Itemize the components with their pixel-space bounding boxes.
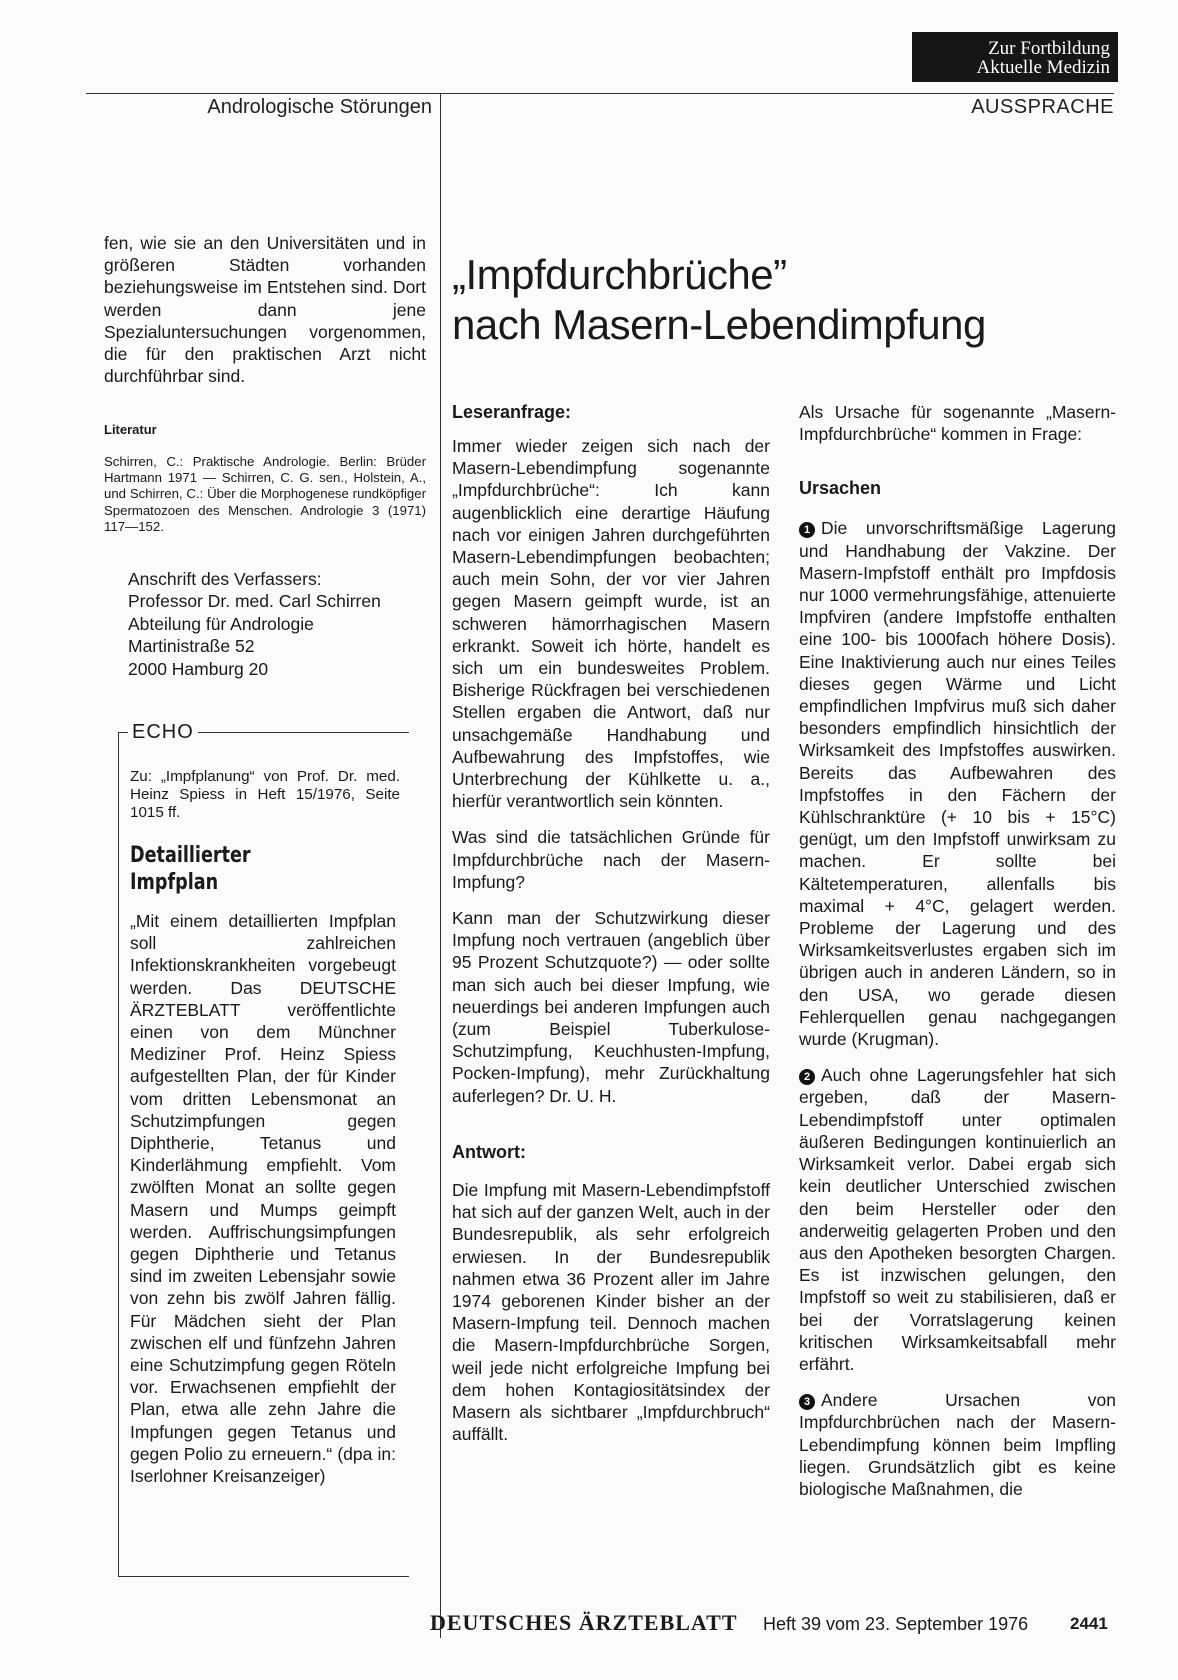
cause-text: Auch ohne Lagerungsfehler hat sich ergeben, daß der Masern-Lebendimpfstoff unter optimalen äußeren Bedingungen kontinuierlich an Wirksamkeit verlor. Dabei ergab sich kein deutlicher Unterschied zwischen den beim Hersteller oder den anderweitig gelagerten Proben und den aus den Apotheken besorgten Chargen. Es ist inzwischen gelungen, den Impfstoff so weit zu stabilisieren, daß er bei der Vorratslagerung keinen kritischen Wirksamkeitsabfall mehr erfährt.: [799, 1065, 1116, 1374]
author-address: [128, 568, 428, 680]
section-badge: [912, 32, 1118, 82]
echo-reference: Zu: „Impfplanung“ von Prof. Dr. med. Heinz Spiess in Heft 15/1976, Seite 1015 ff.: [130, 768, 400, 821]
number-1-icon: 1: [799, 522, 815, 538]
cause-paragraph: [799, 1389, 1116, 1500]
left-column: [104, 232, 426, 387]
echo-label: ECHO: [128, 721, 198, 743]
causes-intro: Als Ursache für sogenannte „Masern-Impfdurchbrüche“ kommen in Frage:: [799, 402, 1116, 445]
literature-text: Schirren, C.: Praktische Andrologie. Berlin: Brüder Hartmann 1971 — Schirren, C. G. sen., Holstein, A., und Schirren, C.: Über die Morphogenese rundköpfiger Spermatozoen des Menschen. Andrologie 3 (1971) 117—152.: [104, 454, 426, 534]
cause-paragraph: [799, 1064, 1116, 1375]
answer-paragraph: Die Impfung mit Masern-Lebendimpfstoff hat sich auf der ganzen Welt, auch in der Bundesrepublik, als sehr erfolgreich erwiesen. In der Bundesrepublik nahmen etwa 36 Prozent aller im Jahre 1974 geborenen Kinder bisher an der Masern-Impfung teil. Dennoch machen die Masern-Impfdurchbrüche Sorgen, weil jede nicht erfolgreiche Impfung bei dem hohen Kontagiositätsindex der Masern als sichtbarer „Impfdurchbruch“ auffällt.: [452, 1179, 770, 1445]
running-head-right: AUSSPRACHE: [971, 96, 1114, 118]
echo-title-line-2: Impfplan: [130, 870, 219, 895]
address-line: Professor Dr. med. Carl Schirren: [128, 591, 381, 612]
number-3-icon: 3: [799, 1394, 815, 1410]
right-column: [799, 401, 1116, 1500]
address-line: Anschrift des Verfassers:: [128, 569, 322, 589]
cause-text: Die unvorschriftsmäßige Lagerung und Handhabung der Vakzine. Der Masern-Impfstoff enthält pro Impfdosis nur 1000 vermehrungsfähige, attenuierte Impfviren (andere Impfstoffe enthalten eine 100- bis 1000fach höhere Dosis). Eine Inaktivierung auch nur eines Teiles dieses gegen Wärme und Licht empfindlichen Impfvirus muß sich daher besonders empfindlich hinsichtlich der Wirksamkeit des Impfstoffes auswirken. Bereits das Aufbewahren des Impfstoffes in den Fächern der Kühlschranktüre (+ 10 bis + 15°C) genügt, um den Impfstoff unwirksam zu machen. Er sollte bei Kältetemperaturen, allenfalls bis maximal + 4°C, gelagert werden. Probleme der Lagerung und des Wirksamkeitsverlustes ergaben sich im übrigen auch in anderen Ländern, so in den USA, wo gerade diesen Fehlerquellen genau nachgegangen wurde (Krugman).: [799, 518, 1116, 1050]
answer-heading: Antwort:: [452, 1141, 526, 1162]
echo-title-line-1: Detaillierter: [130, 843, 251, 868]
literature-title: Literatur: [104, 422, 157, 437]
badge-line-2: Aktuelle Medizin: [976, 57, 1110, 78]
echo-title: [130, 842, 346, 896]
article-title-line-1: „Impfdurchbrüche”: [452, 251, 787, 298]
badge-line-1: Zur Fortbildung: [988, 38, 1110, 59]
reader-question-paragraph: Was sind die tatsächlichen Gründe für Impfdurchbrüche nach der Masern-Impfung?: [452, 827, 770, 892]
cause-paragraph: [799, 517, 1116, 1050]
header-rule: [86, 93, 1114, 94]
echo-text: „Mit einem detaillierten Impfplan soll zahlreichen Infektionskrankheiten vorgebeugt werden. Das DEUTSCHE ÄRZTEBLATT veröffentlichte einen von dem Münchner Mediziner Prof. Heinz Spiess aufgestellten Plan, der für Kinder vom dritten Lebensmonat an Schutzimpfungen gegen Diphtherie, Tetanus und Kinderlähmung empfiehlt. Vom zwölften Monat an sollte gegen Masern und Mumps geimpft werden. Auffrischungsimpfungen gegen Diphtherie und Tetanus sind im zweiten Lebensjahr sowie von zehn bis zwölf Jahren fällig. Für Mädchen sieht der Plan zwischen elf und fünfzehn Jahren eine Schutzimpfung gegen Röteln vor. Erwachsenen empfiehlt der Plan, etwa alle zehn Jahre die Impfungen gegen Tetanus und gegen Polio zu erneuern.“ (dpa in: Iserlohner Kreisanzeiger): [130, 911, 396, 1487]
article-title-line-2: nach Masern-Lebendimpfung: [452, 301, 986, 348]
address-line: 2000 Hamburg 20: [128, 658, 269, 679]
continuation-paragraph: fen, wie sie an den Universitäten und in größeren Städten vorhanden beziehungsweise im Entstehen sind. Dort werden dann jene Spezialuntersuchungen vorgenommen, die für den praktischen Arzt nicht durchführbar sind.: [104, 233, 426, 387]
middle-column: [452, 401, 770, 1445]
footer-magazine: DEUTSCHES ÄRZTEBLATT: [430, 1610, 738, 1635]
reader-question-paragraph: Immer wieder zeigen sich nach der Masern-Lebendimpfung sogenannte „Impfdurchbrüche“: Ich kann augenblicklich eine derartige Häufung nach vor einigen Jahren durchgeführten Masern-Lebendimpfungen beobachten; auch mein Sohn, der vor vier Jahren gegen Masern geimpft wurde, ist an schweren hämorrhagischen Masern erkrankt. Soweit ich hörte, handelt es sich um ein bundesweites Problem. Bisherige Rückfragen bei verschiedenen Stellen ergaben die Antwort, daß nur unsachgemäße Handhabung und Aufbewahrung des Impfstoffes, wie Unterbrechung der Kühlkette u. a., hierfür verantwortlich sein könnten.: [452, 436, 770, 812]
cause-text: Andere Ursachen von Impfdurchbrüchen nach der Masern-Lebendimpfung können beim Impfling liegen. Grundsätzlich gibt es keine biologische Maßnahmen, die: [799, 1390, 1116, 1499]
reader-question-heading: Leseranfrage:: [452, 402, 572, 422]
column-rule: [440, 93, 441, 1638]
running-head-left: Andrologische Störungen: [207, 96, 432, 118]
literature-section: [104, 422, 426, 535]
footer-issue: Heft 39 vom 23. September 1976: [763, 1614, 1029, 1634]
article-title: [452, 250, 1112, 350]
address-line: Martinistraße 52: [128, 636, 255, 657]
footer-page-number: 2441: [1070, 1614, 1108, 1633]
address-line: Abteilung für Andrologie: [128, 613, 314, 634]
causes-heading: Ursachen: [799, 478, 882, 499]
number-2-icon: 2: [799, 1069, 815, 1085]
reader-question-paragraph: Kann man der Schutzwirkung dieser Impfung noch vertrauen (angeblich über 95 Prozent Schutzquote?) — oder sollte man sich auch bei dieser Impfung, wie neuerdings bei anderen Impfungen auch (zum Beispiel Tuberkulose-Schutzimpfung, Keuchhusten-Impfung, Pocken-Impfung), mehr Zurückhaltung auferlegen? Dr. U. H.: [452, 908, 770, 1106]
